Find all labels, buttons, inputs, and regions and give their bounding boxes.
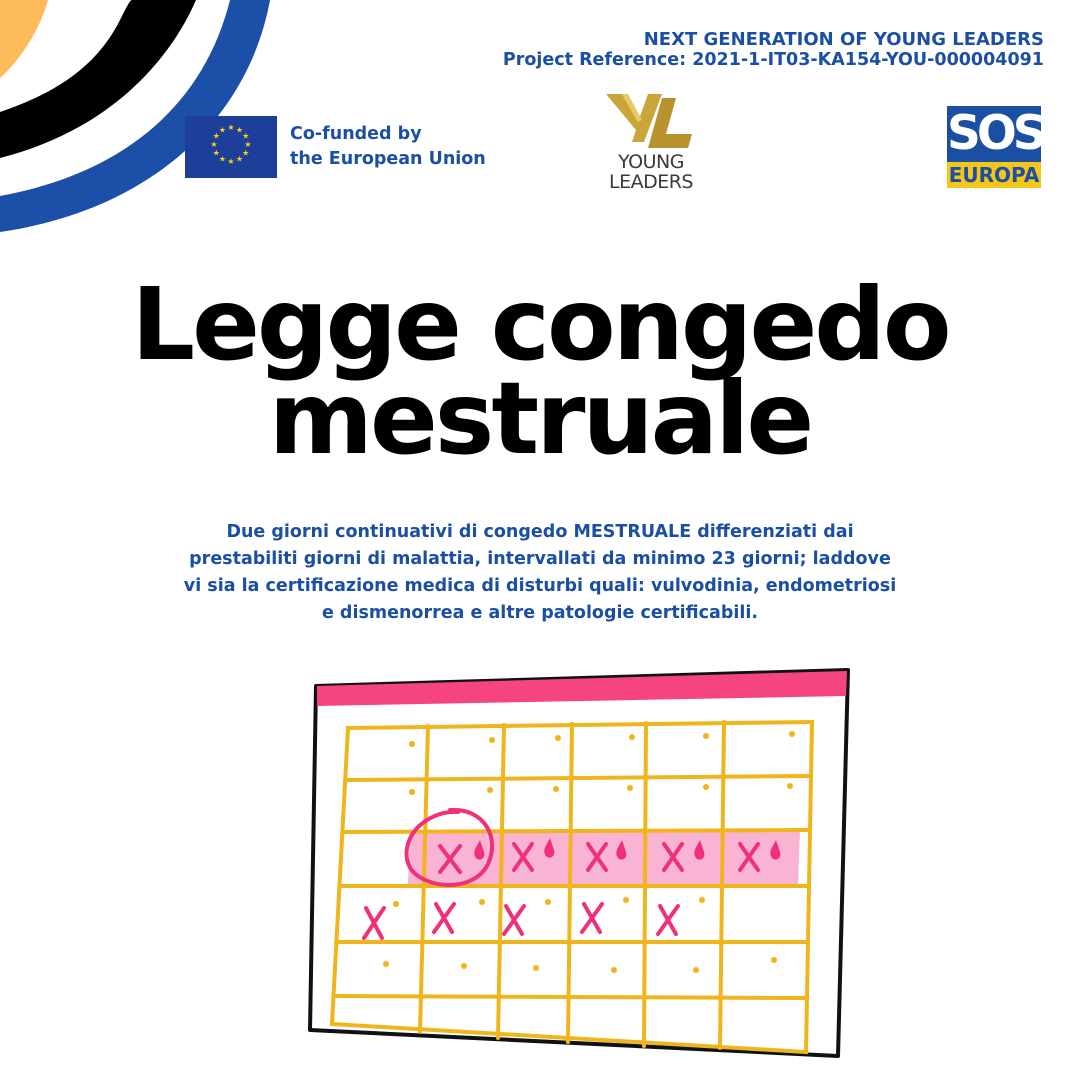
yl-line1: YOUNG: [618, 151, 684, 173]
sos-logo-europa: EUROPA: [948, 163, 1040, 187]
description-emphasis: MESTRUALE: [573, 522, 692, 542]
page-title: [0, 266, 1080, 477]
description-part1: Due giorni continuativi di congedo: [226, 522, 574, 542]
svg-text:★: ★: [212, 131, 220, 141]
sos-logo-word: SOS: [947, 106, 1043, 161]
description-paragraph: [180, 519, 900, 627]
young-leaders-logo: [596, 92, 706, 204]
svg-text:★: ★: [242, 148, 250, 158]
svg-text:★: ★: [235, 154, 244, 164]
calendar-illustration: [300, 660, 860, 1065]
project-header: [503, 30, 1044, 70]
description-part2: differenziati dai prestabiliti giorni di malattia, intervallati da minimo 23 giorni; laddove vi sia la certificazione medica di disturbi quali: vulvodinia, endometriosi e dismenorrea e altre patologie certificabili.: [183, 522, 897, 623]
svg-text:★: ★: [242, 131, 250, 141]
svg-text:★: ★: [218, 154, 227, 164]
title-line1: Legge congedo: [131, 266, 949, 383]
eu-cofunded-logo: [185, 116, 486, 178]
eu-cofunded-text: [290, 122, 486, 172]
svg-text:★: ★: [244, 140, 252, 149]
svg-text:★: ★: [227, 123, 235, 132]
svg-text:★: ★: [218, 125, 227, 135]
eu-text-line1: Co-funded by: [290, 124, 422, 144]
title-line2: mestruale: [268, 360, 812, 477]
svg-text:★: ★: [227, 157, 235, 166]
svg-text:★: ★: [210, 140, 218, 149]
eu-text-line2: the European Union: [290, 149, 486, 169]
yl-line2: LEADERS: [609, 171, 693, 193]
yl-monogram-icon: [596, 92, 706, 152]
eu-flag-icon: [185, 116, 277, 178]
project-title: NEXT GENERATION OF YOUNG LEADERS: [643, 29, 1044, 50]
sos-europa-logo: [947, 106, 1041, 188]
young-leaders-text: [596, 152, 706, 192]
project-reference: Project Reference: 2021-1-IT03-KA154-YOU-000004091: [502, 50, 1044, 70]
svg-text:★: ★: [212, 148, 220, 158]
svg-text:★: ★: [235, 125, 244, 135]
